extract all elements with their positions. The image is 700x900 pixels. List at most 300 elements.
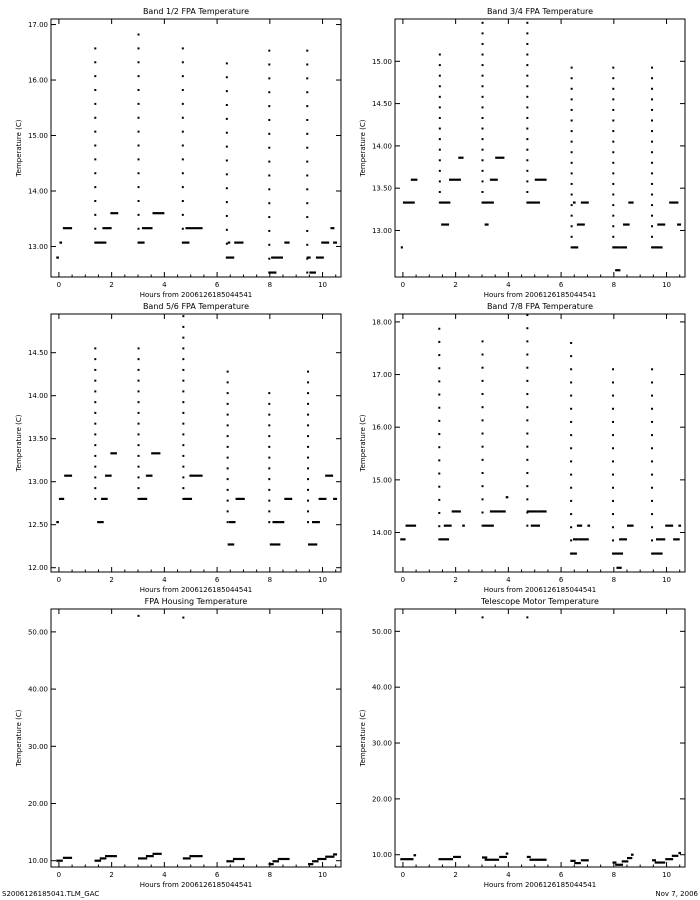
y-tick-label: 17.00 [371,371,392,380]
x-tick-label: 2 [453,281,458,289]
y-tick-label: 13.00 [371,226,392,235]
data-point [138,145,140,147]
data-point [138,433,140,435]
data-point [138,47,140,49]
data-point [307,403,309,405]
y-axis-label: Temperature (C) [15,119,23,177]
data-point [138,158,140,160]
data-point [570,355,572,357]
data-point [138,401,140,403]
data-point [570,434,572,436]
data-point [526,96,528,98]
y-tick-label: 13.00 [27,478,48,487]
data-point [226,62,228,64]
data-point [94,47,96,49]
data-point [226,118,228,120]
data-point [482,498,484,500]
data-point [182,186,184,188]
data-point [612,487,614,489]
y-tick-label: 17.00 [27,21,48,30]
footer-file-label: S2006126185041.TLM_GAC [2,890,100,898]
data-point [571,109,573,111]
data-point [571,183,573,185]
x-tick-label: 10 [662,871,672,879]
y-tick-label: 50.00 [27,628,48,637]
chart-panel-4 [359,302,685,594]
y-axis-label: Temperature (C) [359,414,367,472]
data-point [138,61,140,63]
data-point [612,162,614,164]
data-point [138,444,140,446]
data-point [570,395,572,397]
y-axis-label: Temperature (C) [15,414,23,472]
data-point [268,216,270,218]
data-point [651,368,653,370]
data-point [227,500,229,502]
data-point [526,43,528,45]
data-point [651,460,653,462]
data-point [612,77,614,79]
x-tick-label: 10 [318,871,328,879]
y-tick-label: 30.00 [27,742,48,751]
y-axis-label: Temperature (C) [15,709,23,767]
data-point [138,498,140,500]
chart-title: Band 5/6 FPA Temperature [142,302,250,311]
data-point [268,500,270,502]
x-axis-label: Hours from 2006126185044541 [483,586,597,594]
data-point [651,183,653,185]
data-point [94,172,96,174]
data-point [138,214,140,216]
x-tick-label: 6 [558,281,564,289]
data-point [651,395,653,397]
data-point [268,50,270,52]
chart-panel-6 [359,597,685,889]
data-point [482,459,484,461]
data-point [226,243,228,245]
data-point [227,446,229,448]
data-point [439,128,441,130]
data-point [651,204,653,206]
data-point [268,119,270,121]
data-point [94,433,96,435]
data-point [482,54,484,56]
data-point [138,455,140,457]
data-point [306,258,308,260]
data-point [227,467,229,469]
data-point [182,337,184,339]
data-point [268,147,270,149]
data-point [482,202,484,204]
data-point [227,489,229,491]
data-point [612,98,614,100]
data-point [182,103,184,105]
data-point [94,444,96,446]
data-point [182,347,184,349]
data-point [438,433,440,435]
data-point [651,246,653,248]
data-point [526,498,528,500]
data-point [227,510,229,512]
data-point [268,392,270,394]
data-point [612,194,614,196]
x-tick-label: 4 [506,871,511,879]
data-point [526,354,528,356]
data-point [612,474,614,476]
data-point [651,487,653,489]
data-point [439,159,441,161]
data-point [439,85,441,87]
data-point [570,381,572,383]
data-point [138,172,140,174]
data-point [307,478,309,480]
plot-frame [51,19,341,277]
y-tick-label: 30.00 [371,739,392,748]
data-point [526,138,528,140]
data-point [306,133,308,135]
data-point [138,476,140,478]
data-point [268,457,270,459]
data-point [94,242,96,244]
y-tick-label: 14.50 [27,349,48,358]
data-point [439,202,441,204]
data-point [571,246,573,248]
data-point [612,500,614,502]
data-point [482,419,484,421]
data-point [94,186,96,188]
data-point [651,172,653,174]
data-point [138,358,140,360]
data-point [307,489,309,491]
data-point [268,174,270,176]
data-point [482,149,484,151]
data-point [570,474,572,476]
data-point [526,85,528,87]
y-axis-label: Temperature (C) [359,709,367,767]
data-point [612,172,614,174]
data-point [226,229,228,231]
data-point [182,326,184,328]
data-point [268,467,270,469]
data-point [226,201,228,203]
data-point [482,354,484,356]
data-point [307,381,309,383]
data-point [307,510,309,512]
data-point [268,403,270,405]
data-point [94,145,96,147]
data-point [227,403,229,405]
y-tick-label: 15.00 [371,57,392,66]
data-point [482,340,484,342]
x-tick-label: 6 [558,871,564,879]
x-tick-label: 8 [611,871,617,879]
plot-frame [51,314,341,572]
data-point [268,489,270,491]
data-point [571,151,573,153]
data-point [439,64,441,66]
data-point [306,216,308,218]
data-point [571,204,573,206]
data-point [138,34,140,36]
data-point [526,106,528,108]
data-point [651,500,653,502]
data-point [268,258,270,260]
data-point [226,146,228,148]
data-point [571,162,573,164]
data-point [526,512,528,514]
x-tick-label: 0 [400,871,406,879]
data-point [182,487,184,489]
x-tick-label: 2 [109,281,114,289]
data-point [439,191,441,193]
data-point [526,616,528,618]
data-point [138,487,140,489]
data-point [482,472,484,474]
data-point [651,162,653,164]
data-point [482,380,484,382]
data-point [570,526,572,528]
y-tick-label: 13.50 [27,435,48,444]
data-point [526,380,528,382]
data-point [526,367,528,369]
data-point [438,407,440,409]
x-tick-label: 0 [56,281,62,289]
data-point [651,434,653,436]
y-axis-label: Temperature (C) [359,119,367,177]
data-point [227,435,229,437]
data-point [438,328,440,330]
data-point [651,408,653,410]
data-point [570,421,572,423]
chart-panel-1 [15,7,341,299]
data-point [482,485,484,487]
x-tick-label: 10 [318,576,328,584]
data-point [307,500,309,502]
data-point [612,460,614,462]
data-point [439,170,441,172]
data-point [612,381,614,383]
y-tick-label: 20.00 [27,800,48,809]
data-point [570,513,572,515]
data-point [138,103,140,105]
data-point [526,472,528,474]
data-point [439,180,441,182]
data-point [651,194,653,196]
data-point [612,553,614,555]
data-point [438,394,440,396]
data-point [526,22,528,24]
data-point [612,526,614,528]
data-point [138,228,140,230]
data-point [94,103,96,105]
data-point [526,149,528,151]
data-point [306,77,308,79]
data-point [306,174,308,176]
data-point [306,202,308,204]
data-point [571,77,573,79]
data-point [226,187,228,189]
data-point [226,76,228,78]
data-point [307,446,309,448]
x-tick-label: 4 [162,871,167,879]
data-point [651,225,653,227]
chart-title: Band 7/8 FPA Temperature [486,302,594,311]
data-point [227,424,229,426]
data-point [182,444,184,446]
x-tick-label: 6 [214,871,220,879]
y-tick-label: 50.00 [371,627,392,636]
data-point [182,214,184,216]
data-point [571,215,573,217]
data-point [438,446,440,448]
data-point [482,138,484,140]
data-point [482,170,484,172]
data-point [94,347,96,349]
data-point [526,459,528,461]
data-point [482,525,484,527]
data-point [138,186,140,188]
data-point [570,342,572,344]
data-point [612,236,614,238]
data-point [526,485,528,487]
y-tick-label: 13.50 [371,184,392,193]
data-point [182,117,184,119]
data-point [182,369,184,371]
data-point [94,358,96,360]
data-point [182,358,184,360]
data-point [182,401,184,403]
plot-frame [395,609,685,867]
data-point [94,117,96,119]
data-point [570,460,572,462]
x-axis-label: Hours from 2006126185044541 [139,881,253,889]
y-tick-label: 14.00 [27,187,48,196]
data-point [612,408,614,410]
data-point [482,446,484,448]
data-point [612,67,614,69]
data-point [651,526,653,528]
data-point [268,230,270,232]
data-point [526,202,528,204]
data-point [138,423,140,425]
data-point [182,455,184,457]
x-tick-label: 4 [162,281,167,289]
data-point [138,466,140,468]
data-point [226,215,228,217]
data-point [306,147,308,149]
x-axis-label: Hours from 2006126185044541 [139,586,253,594]
data-point [438,420,440,422]
data-point [226,173,228,175]
x-tick-label: 2 [453,871,458,879]
data-point [526,327,528,329]
plot-frame [395,314,685,572]
x-tick-label: 4 [506,576,511,584]
data-point [227,414,229,416]
data-point [651,130,653,132]
data-point [94,466,96,468]
data-point [612,151,614,153]
data-point [307,414,309,416]
data-point [94,200,96,202]
chart-title: Band 3/4 FPA Temperature [486,7,594,16]
y-tick-label: 10.00 [27,857,48,866]
data-point [612,215,614,217]
x-tick-label: 8 [611,576,617,584]
chart-title: Band 1/2 FPA Temperature [142,7,250,16]
data-point [482,96,484,98]
x-tick-label: 0 [400,576,406,584]
data-point [482,85,484,87]
data-point [438,341,440,343]
data-point [526,525,528,527]
data-point [268,272,270,274]
data-point [651,474,653,476]
data-point [94,380,96,382]
data-point [439,117,441,119]
x-tick-label: 8 [267,576,273,584]
data-point [307,371,309,373]
y-tick-label: 13.00 [27,242,48,251]
data-point [138,412,140,414]
data-point [612,434,614,436]
y-tick-label: 20.00 [371,795,392,804]
data-point [268,105,270,107]
data-point [439,138,441,140]
data-point [138,390,140,392]
data-point [571,88,573,90]
data-point [438,367,440,369]
data-point [526,117,528,119]
data-point [227,521,229,523]
data-point [571,141,573,143]
data-point [138,380,140,382]
data-point [138,242,140,244]
data-point [612,130,614,132]
data-point [526,314,528,316]
data-point [182,390,184,392]
data-point [571,236,573,238]
data-point [306,161,308,163]
data-point [651,539,653,541]
data-point [526,75,528,77]
data-point [307,467,309,469]
data-point [94,412,96,414]
data-point [482,191,484,193]
data-point [306,91,308,93]
x-tick-label: 0 [56,576,62,584]
data-point [482,43,484,45]
x-tick-label: 8 [267,281,273,289]
data-point [94,131,96,133]
data-point [526,191,528,193]
data-point [268,414,270,416]
data-point [612,204,614,206]
data-point [227,478,229,480]
y-tick-label: 15.00 [371,476,392,485]
data-point [138,131,140,133]
chart-panel-2 [359,7,685,299]
data-point [138,615,140,617]
x-tick-label: 0 [56,871,62,879]
data-point [268,478,270,480]
data-point [438,486,440,488]
data-point [438,459,440,461]
data-point [227,371,229,373]
data-point [651,88,653,90]
data-point [651,381,653,383]
data-point [651,553,653,555]
